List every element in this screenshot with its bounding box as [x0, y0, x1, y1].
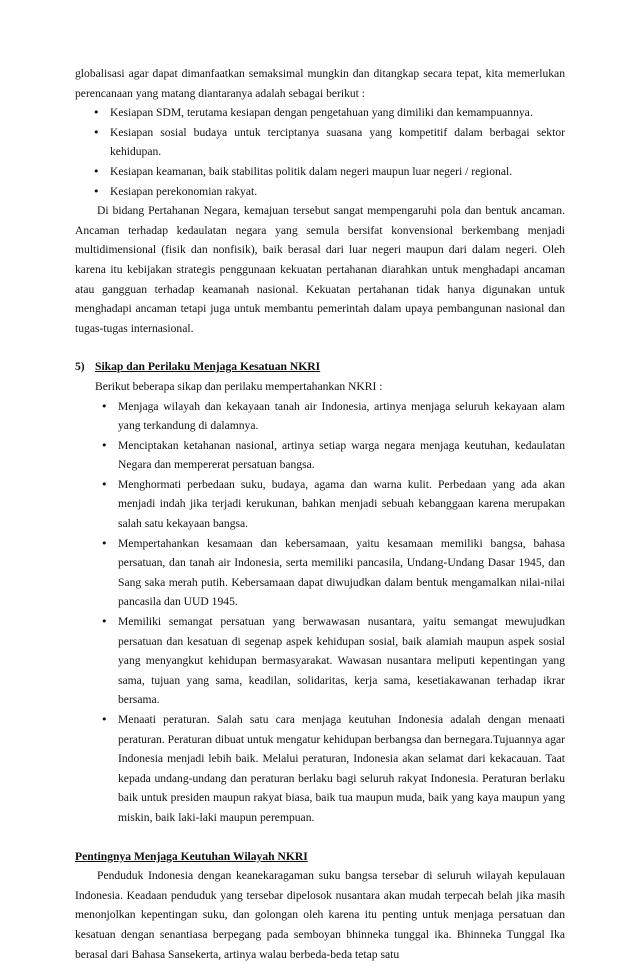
preparations-list: [87, 103, 565, 201]
section-5-heading: [75, 357, 565, 377]
list-item: • Menghormati perbedaan suku, budaya, agama dan warna kulit. Perbedaan yang ada akan menjadi indah jika terjadi kerukunan, bahkan menjadi sebuah kebanggaan karena merupakan salah satu kekayaan bangsa.: [95, 475, 565, 534]
section-paragraph: Penduduk Indonesia dengan keanekaragaman suku bangsa tersebar di seluruh wilayah kepulauan Indonesia. Keadaan penduduk yang tersebar dipelosok nusantara akan mudah terpecah belah jika masih menonjolkan kepentingan suku, dan golongan oleh karena itu penting untuk menjaga persatuan dan kesatuan dengan senantiasa berpegang pada semboyan bhinneka tunggal ika. Bhinneka Tunggal Ika berasal dari Bahasa Sansekerta, artinya walau berbeda-beda tetap satu: [75, 869, 565, 961]
defense-paragraph: Di bidang Pertahanan Negara, kemajuan tersebut sangat mempengaruhi pola dan bentuk ancaman. Ancaman terhadap kedaulatan negara yang semula bersifat konvensional berkembang menjadi multidimensional (fisik dan nonfisik), baik berasal dari luar negeri maupun dari dalam negeri. Oleh karena itu kebijakan strategis penggunaan kekuatan pertahanan diarahkan untuk menghadapi ancaman atau gangguan terhadap keamanah nasional. Kekuatan pertahanan tidak hanya digunakan untuk menghadapi ancaman tetapi juga untuk membantu pemerintah dalam upaya pembangunan nasional dan tugas-tugas internasional.: [75, 204, 565, 335]
section-number: 5): [75, 360, 85, 374]
list-item: • Kesiapan perekonomian rakyat.: [87, 182, 565, 202]
section-heading: Pentingnya Menjaga Keutuhan Wilayah NKRI: [75, 849, 308, 863]
list-item: • Menjaga wilayah dan kekayaan tanah air Indonesia, artinya menjaga seluruh kekayaan alam yang terkandung di dalamnya.: [95, 397, 565, 436]
section-title: Sikap dan Perilaku Menjaga Kesatuan NKRI: [95, 360, 321, 374]
list-item: • Kesiapan keamanan, baik stabilitas politik dalam negeri maupun luar negeri / regional.: [87, 162, 565, 182]
list-item: • Mempertahankan kesamaan dan kebersamaan, yaitu kesamaan memiliki bangsa, bahasa persatuan, dan tanah air Indonesia, serta memiliki pancasila, Undang-Undang Dasar 1945, dan Sang saka merah putih. Kebersamaan dapat diwujudkan dalam bentuk mengamalkan nilai-nilai pancasila dan UUD 1945.: [95, 534, 565, 612]
list-item: • Menciptakan ketahanan nasional, artinya setiap warga negara menjaga keutuhan, kedaulatan Negara dan mempererat persatuan bangsa.: [95, 436, 565, 475]
list-item: • Menaati peraturan. Salah satu cara menjaga keutuhan Indonesia adalah dengan menaati peraturan. Peraturan dibuat untuk mengatur kehidupan berbangsa dan bernegara.Tujuannya agar Indonesia menjadi lebih baik. Melalui peraturan, Indonesia akan selamat dari kekacauan. Taat kepada undang-undang dan peraturan berlaku bagi seluruh rakyat Indonesia. Peraturan berlaku baik untuk presiden maupun rakyat biasa, baik tua maupun muda, baik yang kaya maupun yang miskin, baik laki-laki maupun perempuan.: [95, 710, 565, 828]
spacer: [75, 338, 565, 357]
intro-paragraph: globalisasi agar dapat dimanfaatkan semaksimal mungkin dan ditangkap secara tepat, kita memerlukan perencanaan yang matang diantaranya adalah sebagai berikut :: [75, 67, 565, 100]
attitudes-list: [95, 397, 565, 828]
section-5-lead: Berikut beberapa sikap dan perilaku mempertahankan NKRI :: [95, 379, 383, 393]
spacer: [75, 828, 565, 847]
page-content: [75, 64, 565, 964]
list-item: • Memiliki semangat persatuan yang berwawasan nusantara, yaitu semangat mewujudkan persatuan dan kesatuan di segenap aspek kehidupan sosial, baik alamiah maupun aspek sosial yang menyangkut kehidupan bermasyarakat. Wawasan nusantara meliputi kepentingan yang sama, tujuan yang sama, keadilan, solidaritas, kerja sama, kesetiakawanan terhadap ikrar bersama.: [95, 612, 565, 710]
list-item: • Kesiapan sosial budaya untuk terciptanya suasana yang kompetitif dalam berbagai sektor kehidupan.: [87, 123, 565, 162]
list-item: • Kesiapan SDM, terutama kesiapan dengan pengetahuan yang dimiliki dan kemampuannya.: [87, 103, 565, 123]
